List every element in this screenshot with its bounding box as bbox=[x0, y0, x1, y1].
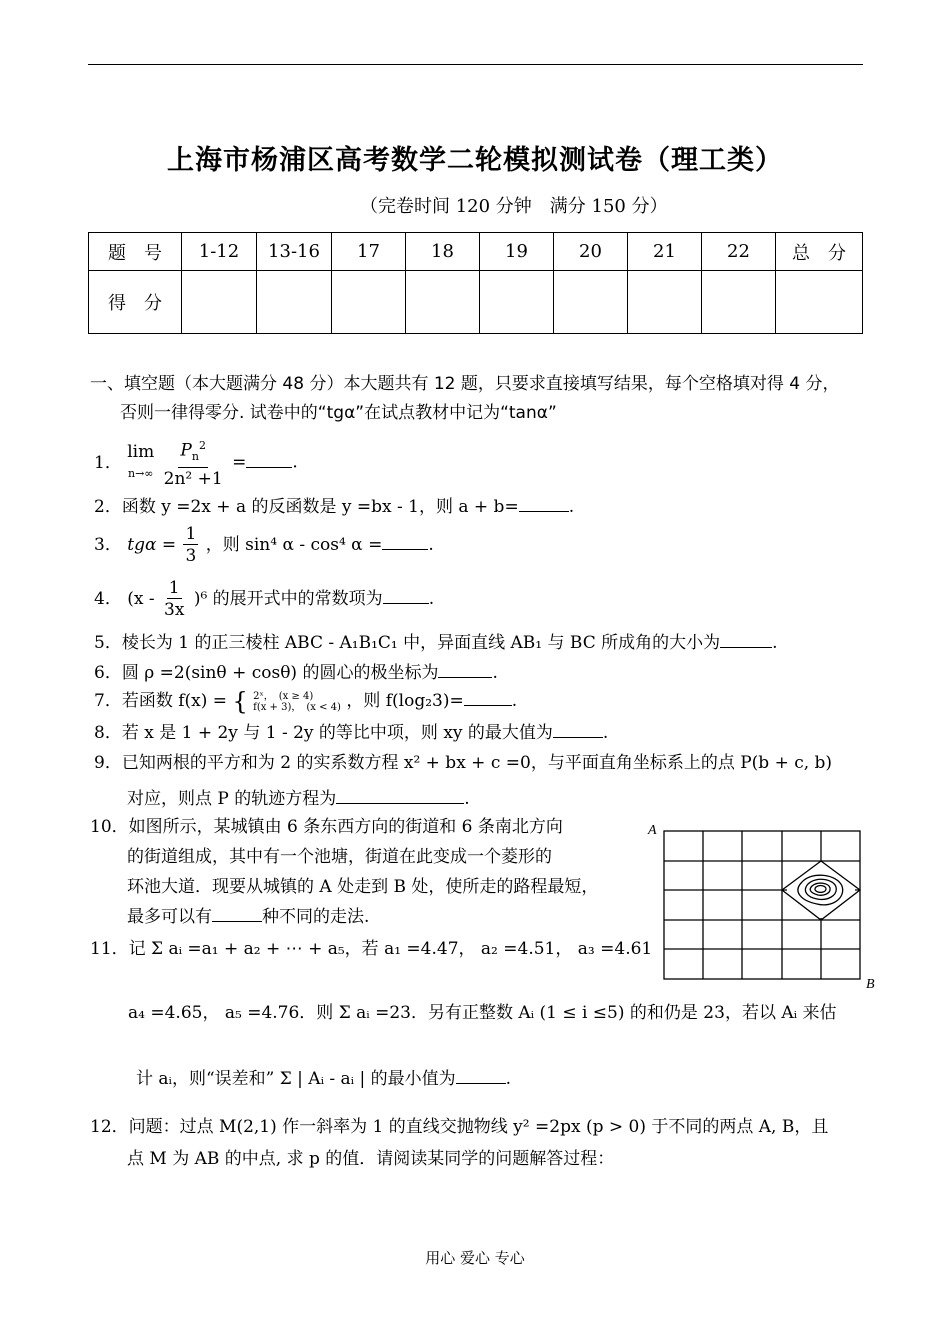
score-header-cell: 21 bbox=[628, 233, 702, 271]
answer-blank[interactable] bbox=[383, 587, 429, 604]
score-cell[interactable] bbox=[776, 271, 863, 334]
label-a: A bbox=[648, 823, 657, 838]
score-cell[interactable] bbox=[257, 271, 332, 334]
question-8: 8．若 x 是 1 + 2y 与 1 - 2y 的等比中项，则 xy 的最大值为 . bbox=[94, 723, 609, 743]
case-1: 2ˣ， (x ≥ 4) bbox=[253, 690, 314, 702]
question-12: 12．问题：过点 M(2,1) 作一斜率为 1 的直线交抛物线 y² =2px (p > 0) 于不同的两点 A, B，且 bbox=[90, 1117, 829, 1137]
question-11-line-2: a₄ =4.65， a₅ =4.76．则 Σ aᵢ =23．另有正整数 Aᵢ (1 ≤ i ≤5) 的和仍是 23，若以 Aᵢ 来估 bbox=[128, 1003, 837, 1023]
score-header-cell: 22 bbox=[702, 233, 776, 271]
section-heading bbox=[90, 370, 880, 428]
answer-blank[interactable] bbox=[553, 721, 603, 738]
question-4: 4． (x - $\frac{1}{3x}$ )⁶ 的展开式中的常数项为 . bbox=[94, 578, 435, 620]
question-2: 2．函数 y =2x + a 的反函数是 y =bx - 1，则 a + b= . bbox=[94, 497, 575, 517]
fraction: $\frac{1}{3x}$ bbox=[164, 578, 185, 620]
score-cell[interactable] bbox=[702, 271, 776, 334]
lim-subscript: n→∞ bbox=[128, 467, 154, 481]
score-cell[interactable] bbox=[332, 271, 406, 334]
answer-blank[interactable] bbox=[382, 533, 428, 550]
answer-blank[interactable] bbox=[438, 661, 492, 678]
answer-blank[interactable] bbox=[519, 495, 569, 512]
top-rule bbox=[88, 64, 863, 65]
score-header-cell: 1-12 bbox=[182, 233, 257, 271]
score-cell[interactable] bbox=[406, 271, 480, 334]
question-12-line-2: 点 M 为 AB 的中点, 求 p 的值．请阅读某同学的问题解答过程： bbox=[127, 1149, 615, 1169]
score-cell[interactable] bbox=[628, 271, 702, 334]
question-9: 9．已知两根的平方和为 2 的实系数方程 x² + bx + c =0，与平面直角坐标系上的点 P(b + c, b) bbox=[94, 753, 833, 773]
section-line-2: 否则一律得零分. 试卷中的“tgα”在试点教材中记为“tanα” bbox=[120, 403, 557, 423]
score-header-cell: 19 bbox=[480, 233, 554, 271]
score-table bbox=[88, 232, 863, 334]
answer-blank[interactable] bbox=[720, 631, 772, 648]
question-10: 10．如图所示，某城镇由 6 条东西方向的街道和 6 条南北方向 的街道组成，其中有一个池塘，街道在此变成一个菱形的 环池大道．现要从城镇的 A 处走到 B 处，使所走的路程最短， 最多可以有 种不同的走法. bbox=[90, 817, 599, 927]
case-2: f(x + 3)， (x < 4) bbox=[253, 701, 341, 713]
answer-blank[interactable] bbox=[456, 1067, 506, 1084]
question-5: 5．棱长为 1 的正三棱柱 ABC - A₁B₁C₁ 中，异面直线 AB₁ 与 BC 所成角的大小为 . bbox=[94, 633, 778, 653]
answer-blank[interactable] bbox=[336, 787, 464, 804]
question-7: 7．若函数 f(x) = { 2ˣ， (x ≥ 4) f(x + 3)， (x < 4) ，则 f(log₂3)= . bbox=[94, 687, 518, 716]
score-header-cell: 17 bbox=[332, 233, 406, 271]
question-9-line-2: 对应，则点 P 的轨迹方程为 . bbox=[127, 789, 470, 809]
pond-area bbox=[787, 862, 855, 918]
question-11-line-3: 计 aᵢ，则“误差和” Σ | Aᵢ - aᵢ | 的最小值为 . bbox=[136, 1069, 512, 1089]
question-3: 3． tgα = $\frac{1}{3}$ ，则 sin⁴ α - cos⁴ α = . bbox=[94, 524, 434, 566]
score-header-cell: 总 分 bbox=[776, 233, 863, 271]
score-header-cell: 20 bbox=[554, 233, 628, 271]
fraction: $\frac{1}{3}$ bbox=[185, 524, 197, 566]
answer-blank[interactable] bbox=[212, 905, 262, 922]
score-cell[interactable] bbox=[554, 271, 628, 334]
page-footer: 用心 爱心 专心 bbox=[425, 1249, 525, 1267]
answer-blank[interactable] bbox=[246, 451, 292, 468]
answer-blank[interactable] bbox=[464, 689, 512, 706]
score-header-cell: 13-16 bbox=[257, 233, 332, 271]
score-entry-row bbox=[89, 271, 863, 334]
section-line-1: 一、填空题（本大题满分 48 分）本大题共有 12 题，只要求直接填写结果，每个空格填对得 4 分， bbox=[90, 374, 840, 394]
street-grid-figure bbox=[642, 816, 875, 992]
fraction: $\frac{P_n^2}{\text{2n² +1}}$ bbox=[162, 436, 225, 490]
score-header-row bbox=[89, 233, 863, 271]
exam-info: （完卷时间 120 分钟 满分 150 分） bbox=[360, 196, 668, 217]
lim-symbol: lim bbox=[127, 442, 155, 463]
score-cell[interactable] bbox=[182, 271, 257, 334]
score-cell[interactable] bbox=[480, 271, 554, 334]
score-row-label: 得 分 bbox=[89, 271, 182, 334]
question-11: 11．记 Σ aᵢ =a₁ + a₂ + ⋯ + a₅，若 a₁ =4.47， a₂ =4.51， a₃ =4.61 bbox=[90, 939, 653, 959]
label-b: B bbox=[866, 977, 875, 992]
question-number: 1． bbox=[94, 452, 122, 473]
question-6: 6．圆 ρ =2(sinθ + cosθ) 的圆心的极坐标为 . bbox=[94, 663, 498, 683]
question-1: 1． lim n→∞ $\frac{P_n^2}{\text{2n² +1}}$ = . bbox=[94, 436, 298, 490]
page-title: 上海市杨浦区高考数学二轮模拟测试卷（理工类） bbox=[167, 145, 783, 176]
score-header-cell: 题 号 bbox=[89, 233, 182, 271]
score-header-cell: 18 bbox=[406, 233, 480, 271]
